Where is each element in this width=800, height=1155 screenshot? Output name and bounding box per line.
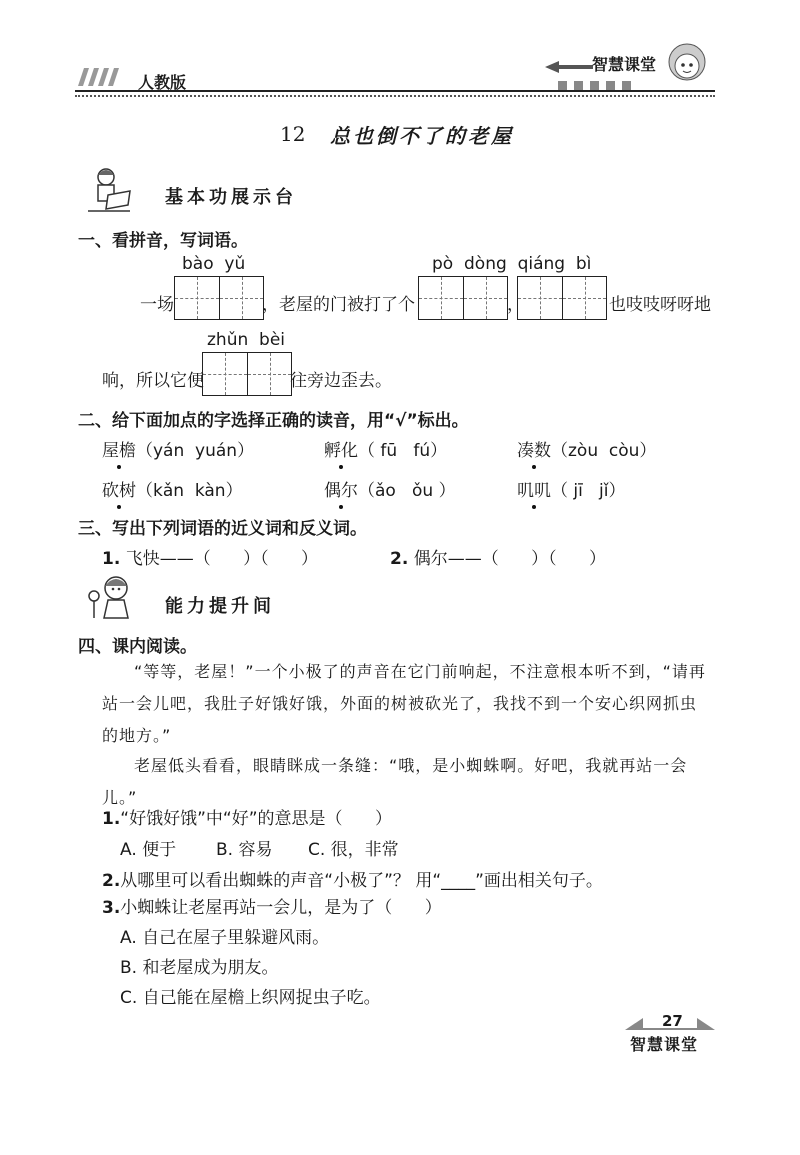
page-number: 27 [662, 1012, 683, 1030]
q2-word: 凑数 [517, 441, 551, 461]
q2-item [517, 476, 626, 501]
q2-options: （yán yuán） [136, 441, 255, 461]
girl-mascot-icon [662, 40, 712, 94]
q1-line1-text2: ，老屋的门被打了个 [262, 295, 415, 315]
arrow-icon [545, 58, 593, 77]
option[interactable]: A. 便于 [120, 840, 177, 860]
write-grid-baoyu[interactable] [174, 276, 264, 320]
q2-options: （ǎo ǒu ） [358, 481, 456, 501]
sub-text: 小蜘蛛让老屋再站一会儿，是为了（ ） [120, 898, 442, 918]
sub-text: “好饿好饿”中“好”的意思是（ ） [120, 809, 392, 829]
q2-options: （ fū fú） [358, 441, 448, 461]
q1-title: 一、看拼音，写词语。 [78, 231, 248, 251]
passage-line: 老屋低头看看，眼睛眯成一条缝：“哦，是小蜘蛛啊。好吧，我就再站一会 [134, 756, 688, 775]
q2-title: 二、给下面加点的字选择正确的读音，用“√”标出。 [78, 411, 469, 431]
q2-options: （kǎn kàn） [136, 481, 243, 501]
option[interactable]: C. 很，非常 [308, 840, 399, 860]
write-grid-podong[interactable] [418, 276, 508, 320]
passage-line: 站一会儿吧，我肚子好饿好饿，外面的树被砍光了，我找不到一个安心织网抓虫 [102, 694, 698, 713]
child-with-flower-icon [86, 572, 136, 626]
q2-item [517, 436, 656, 461]
q2-item [324, 436, 447, 461]
pinyin-baoyu: bào yǔ [182, 254, 246, 274]
student-reading-icon [84, 165, 134, 219]
write-grid-qiangbi[interactable] [517, 276, 607, 320]
q3-title: 三、写出下列词语的近义词和反义词。 [78, 519, 367, 539]
q1-line1-text3: ， [507, 295, 524, 315]
sub-num: 3. [102, 898, 121, 918]
q2-item [324, 476, 456, 501]
brand-label: 智慧课堂 [592, 55, 657, 74]
q3-item-2 [390, 544, 606, 569]
option[interactable]: A. 自己在屋子里躲避风雨。 [120, 928, 330, 948]
q2-word: 砍树 [102, 481, 136, 501]
sub-question-2 [102, 866, 603, 891]
q2-item [102, 476, 243, 501]
q3-num: 2. [390, 549, 409, 569]
sub-num: 2. [102, 871, 121, 891]
header-rule [75, 90, 715, 92]
sub-question-1 [102, 804, 392, 829]
option[interactable]: C. 自己能在屋檐上织网捉虫子吃。 [120, 988, 381, 1008]
q2-word: 孵化 [324, 441, 358, 461]
header-squares [558, 76, 668, 95]
q1-line2-text1: 响，所以它便 [102, 371, 204, 391]
option[interactable]: B. 容易 [216, 840, 273, 860]
q2-item [102, 436, 254, 461]
q3-item-1 [102, 544, 318, 569]
q2-word: 偶尔 [324, 481, 358, 501]
q2-options: （zòu còu） [551, 441, 657, 461]
q3-text: 偶尔——（ ）（ ） [413, 549, 607, 569]
lesson-number: 12 [280, 122, 306, 146]
section2-title: 能力提升间 [165, 596, 275, 617]
sub-num: 1. [102, 809, 121, 829]
q3-num: 1. [102, 549, 121, 569]
sub-question-3 [102, 893, 442, 918]
q2-word: 叽叽 [517, 481, 551, 501]
q1-line2-text2: 往旁边歪去。 [290, 371, 392, 391]
q2-options: （ jī jǐ） [551, 481, 626, 501]
passage-line: 儿。” [102, 788, 138, 807]
option[interactable]: B. 和老屋成为朋友。 [120, 958, 279, 978]
q4-title: 四、课内阅读。 [78, 637, 197, 657]
q3-text: 飞快——（ ）（ ） [125, 549, 319, 569]
pinyin-zhunbei: zhǔn bèi [207, 330, 286, 350]
q1-line1-text4: 也吱吱呀呀地 [609, 295, 711, 315]
pinyin-podong-qiangbi: pò dòng qiáng bì [432, 254, 592, 274]
lesson-title: 总也倒不了的老屋 [330, 124, 514, 148]
sub-text: 从哪里可以看出蜘蛛的声音“小极了”？ 用“____”画出相关句子。 [120, 871, 603, 891]
header-dotted-rule [75, 95, 715, 97]
write-grid-zhunbei[interactable] [202, 352, 292, 396]
passage-line: 的地方。” [102, 726, 172, 745]
header-stripes-icon [78, 68, 128, 90]
section1-title: 基本功展示台 [165, 187, 297, 208]
edition-label: 人教版 [138, 73, 187, 92]
passage-line: “等等，老屋！”一个小极了的声音在它门前响起，不注意根本听不到，“请再 [134, 662, 706, 681]
q1-line1-text1: 一场 [140, 295, 174, 315]
q2-word: 屋檐 [102, 441, 136, 461]
footer-brand: 智慧课堂 [630, 1035, 699, 1054]
